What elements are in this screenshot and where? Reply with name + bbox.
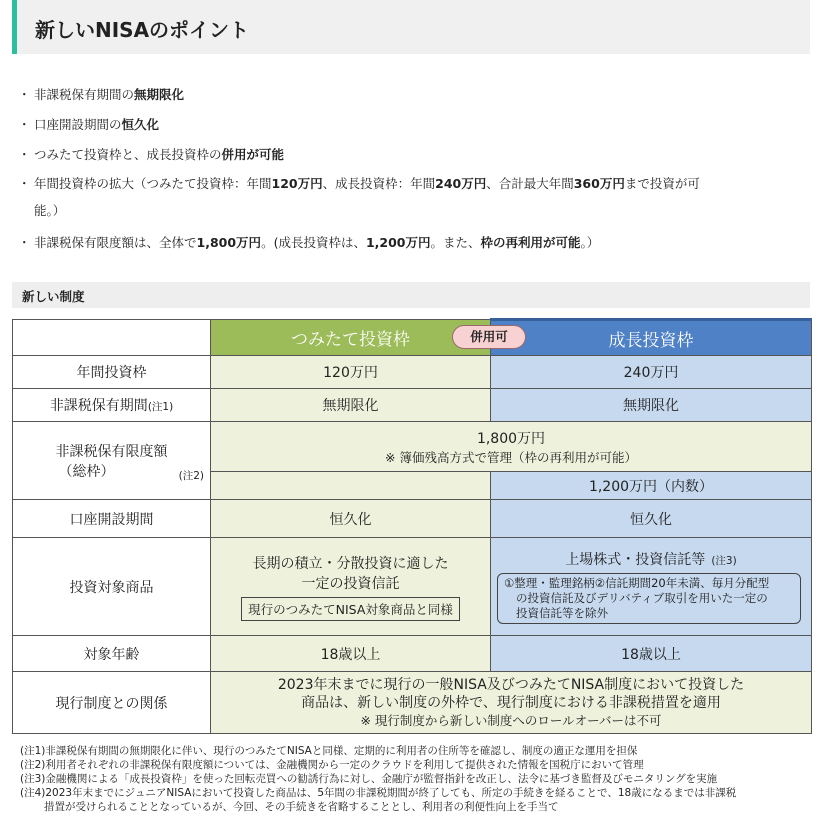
point-bold: 1,800万円 <box>196 235 262 250</box>
header-tsumitate-label: つみたて投資枠 <box>291 330 410 350</box>
point-bold: 枠の再利用が可能 <box>480 235 581 250</box>
products-text: 長期の積立・分散投資に適した <box>252 555 449 572</box>
point-item <box>20 170 800 224</box>
point-text: 非課税保有期間の <box>34 87 135 102</box>
table-row <box>13 672 812 734</box>
footnote: (注4)2023年末までにジュニアNISAにおいて投資した商品は、5年間の非課税期間が終了しても、所定の手続きを経ることで、18歳になるまでは非課税 <box>20 787 737 799</box>
row-label-text: 非課税保有期間 <box>49 398 148 414</box>
header-seichou: 成長投資枠 <box>491 320 812 356</box>
cell-seichou: 18歳以上 <box>491 636 812 672</box>
row-label-text: 非課税保有限度額 <box>55 443 168 460</box>
cell-tsumitate <box>211 472 491 500</box>
cell-seichou <box>491 538 812 636</box>
products-note: (注3) <box>711 555 737 567</box>
cell-seichou: 無期限化 <box>491 389 812 422</box>
cell-tsumitate: 120万円 <box>211 356 491 389</box>
point-text: 非課税保有限度額は、全体で <box>34 235 197 250</box>
table-row <box>13 500 812 538</box>
cell-tsumitate <box>211 538 491 636</box>
cell-seichou: 240万円 <box>491 356 812 389</box>
point-bold: 240万円 <box>435 176 487 191</box>
total-limit-note: ※ 簿価残高方式で管理（枠の再利用が可能） <box>385 449 637 465</box>
point-text: つみたて投資枠と、成長投資枠の <box>34 147 222 162</box>
row-label <box>13 389 211 422</box>
point-text: 、成長投資枠：年間 <box>322 176 436 191</box>
footnote: (注1)非課税保有期間の無期限化に伴い、現行のつみたてNISAと同様、定期的に利用者の住所等を確認し、制度の適正な運用を担保 <box>20 745 638 757</box>
table-row <box>13 422 812 472</box>
heiyou-badge: 併用可 <box>452 325 526 349</box>
point-bold: 120万円 <box>271 176 323 191</box>
point-text: 。(成長投資枠は、 <box>261 235 366 250</box>
nisa-system-table <box>12 318 812 734</box>
page-title: 新しいNISAのポイント <box>35 18 250 42</box>
header-tsumitate <box>211 320 508 356</box>
point-text: まで投資が可 <box>624 176 700 191</box>
cell-seichou: 1,200万円（内数） <box>491 472 812 500</box>
footnote: (注2)利用者それぞれの非課税保有限度額については、金融機関から一定のクラウドを利用して提供された情報を国税庁において管理 <box>20 759 644 771</box>
point-bold: 1,200万円 <box>365 235 431 250</box>
row-label: 現行制度との関係 <box>13 672 211 734</box>
row-label-note: (注1) <box>147 401 174 413</box>
point-bold: 360万円 <box>573 176 625 191</box>
row-label-note: (注2) <box>178 470 204 482</box>
page-header <box>12 0 810 54</box>
table-row <box>13 538 812 636</box>
row-label: 年間投資枠 <box>13 356 211 389</box>
table-row <box>13 356 812 389</box>
products-text: 一定の投資信託 <box>301 575 400 592</box>
point-text: 口座開設期間の <box>34 117 122 132</box>
relation-note: ※ 現行制度から新しい制度へのロールオーバーは不可 <box>360 712 662 728</box>
footnote: (注3)金融機関による「成長投資枠」を使った回転売買への勧誘行為に対し、金融庁が監督指針を改正し、法令に基づき監督及びモニタリングを実施 <box>20 773 718 785</box>
table-row <box>13 389 812 422</box>
row-label-text: （総枠） <box>58 463 115 480</box>
footnotes <box>20 744 812 814</box>
cell-tsumitate: 無期限化 <box>211 389 491 422</box>
point-text: 。） <box>580 235 600 250</box>
cell-total-limit <box>211 422 812 472</box>
points-list <box>20 80 800 258</box>
exclusion-text: の投資信託及びデリバティブ取引を用いた一定の <box>516 591 768 605</box>
relation-text: 商品は、新しい制度の外枠で、現行制度における非課税措置を適用 <box>301 694 721 711</box>
point-item <box>20 140 800 170</box>
exclusion-text: ①整理・監理銘柄②信託期間20年未満、毎月分配型 <box>504 576 770 590</box>
point-bold: 恒久化 <box>121 117 160 132</box>
cell-tsumitate: 恒久化 <box>211 500 491 538</box>
table-header-row <box>13 320 812 356</box>
products-box: 現行のつみたてNISA対象商品と同様 <box>241 597 460 621</box>
cell-seichou: 恒久化 <box>491 500 812 538</box>
relation-text: 2023年末までに現行の一般NISA及びつみたてNISA制度において投資した <box>277 676 745 693</box>
point-bold: 併用が可能 <box>221 147 285 162</box>
cell-relation <box>211 672 812 734</box>
table-row <box>13 636 812 672</box>
point-text: 。また、 <box>430 235 481 250</box>
row-label: 投資対象商品 <box>13 538 211 636</box>
cell-tsumitate: 18歳以上 <box>211 636 491 672</box>
row-label: 対象年齢 <box>13 636 211 672</box>
header-empty-cell <box>13 320 211 356</box>
point-item <box>20 228 800 258</box>
products-exclusion-box <box>497 573 801 624</box>
point-text: 能。） <box>34 203 66 218</box>
row-label <box>13 422 211 500</box>
point-item <box>20 110 800 140</box>
point-text: 年間投資枠の拡大（つみたて投資枠：年間 <box>34 176 272 191</box>
section-heading: 新しい制度 <box>12 282 810 308</box>
total-limit-value: 1,800万円 <box>476 430 546 447</box>
exclusion-text: 投資信託等を除外 <box>516 606 608 620</box>
products-text: 上場株式・投資信託等 <box>565 552 706 568</box>
point-bold: 無期限化 <box>134 87 185 102</box>
row-label: 口座開設期間 <box>13 500 211 538</box>
footnote-continuation: 措置が受けられることとなっているが、今回、その手続きを省略することとし、利用者の利便性向上を手当て <box>44 801 559 813</box>
point-text: 、合計最大年間 <box>486 176 574 191</box>
point-item <box>20 80 800 110</box>
